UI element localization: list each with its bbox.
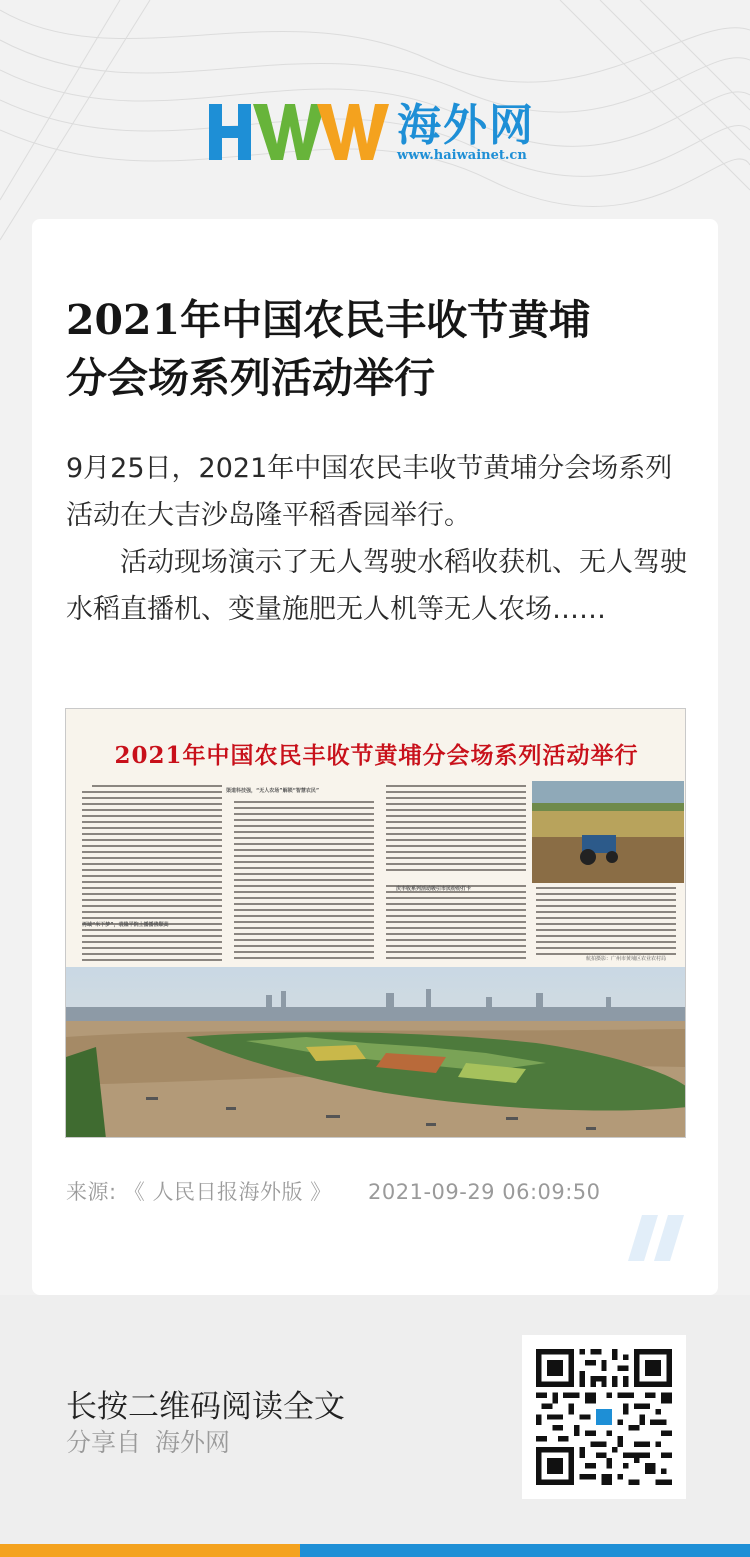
article-summary [66,445,696,633]
newspaper-page-image [65,708,686,1138]
article-source-line [66,1176,601,1206]
article-title-line1: 2021年中国农民丰收节黄埔 [66,296,591,344]
newspaper-headline: 2021年中国农民丰收节黄埔分会场系列活动举行 [114,742,639,769]
newspaper-subhead-1: 渠道科技强，“无人农场”解锁“智慧农民” [226,788,320,794]
qr-code-icon [536,1349,672,1485]
article-title-line2: 分会场系列活动举行 [66,354,435,402]
logo-chinese-name: 海外网 [397,100,535,151]
source-name[interactable]: 《 人民日报海外版 》 [123,1180,332,1204]
share-site: 海外网 [155,1428,231,1457]
summary-paragraph-1: 9月25日，2021年中国农民丰收节黄埔分会场系列活动在大吉沙岛隆平稻香园举行。 [66,453,673,531]
hww-logo-mark [207,100,389,162]
newspaper-photo-caption: 航拍摄影：广州市黄埔区农业农村局 [586,956,667,962]
newspaper-subhead-2: 再域“米下梦”，袁隆平院士播播佛顺高 [82,922,169,928]
read-full-text-prompt: 长按二维码阅读全文 [66,1389,345,1425]
share-prefix: 分享自 [66,1428,142,1457]
logo-url: www.haiwainet.cn [397,148,527,163]
share-from-line [66,1423,230,1459]
tractor-field-photo [532,781,684,883]
aerial-island-photo [66,967,686,1138]
share-footer [0,1295,750,1544]
article-title [66,291,706,407]
summary-paragraph-2: 活动现场演示了无人驾驶水稻收获机、无人驾驶水稻直播机、变量施肥无人机等无人农场…… [66,547,687,625]
qr-code[interactable] [522,1335,686,1499]
source-label: 来源: [66,1180,117,1204]
brand-color-bar [0,1544,750,1557]
article-card [32,219,718,1295]
newspaper-subhead-3: 庆丰收系列活动吸引市民纷纷打卡 [396,886,472,892]
decorative-slash-icon [628,1215,690,1261]
publish-datetime: 2021-09-29 06:09:50 [368,1180,601,1204]
haiwainet-logo [207,100,547,166]
